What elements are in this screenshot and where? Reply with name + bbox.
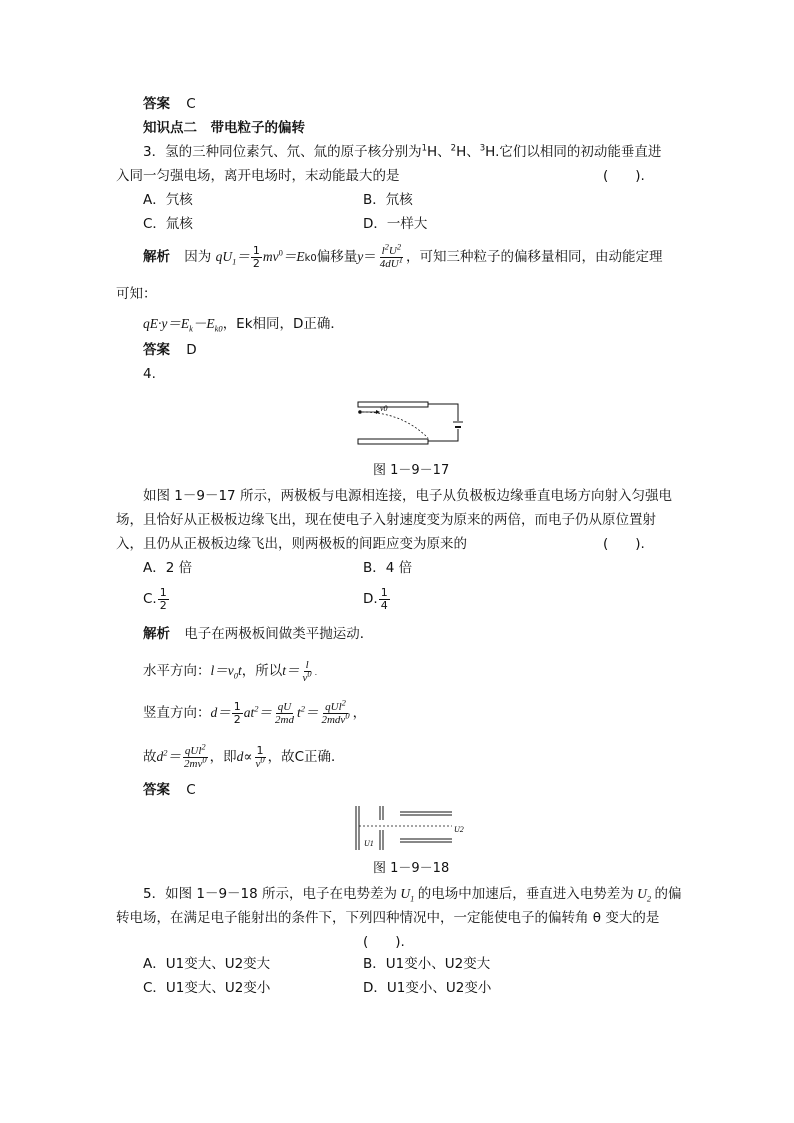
option-d-label: D.	[363, 591, 378, 607]
symbol-u1: $U_1$	[397, 886, 415, 904]
figure-caption-1-9-17: 图 1－9－17	[373, 463, 450, 478]
vertical-prefix: 竖直方向：	[143, 705, 211, 721]
q3-stem-text: 3．氢的三种同位素氕、氘、氚的原子核分别为	[143, 144, 422, 160]
upper-plate	[358, 402, 428, 407]
q3-analysis-line2: 可知：	[116, 286, 157, 302]
q3-blank: ( ).	[603, 168, 645, 184]
q4-stem-line1: 如图 1－9－17 所示，两极板与电源相连接，电子从负极板边缘垂直电场方向射入匀强电	[143, 488, 672, 504]
q4-number: 4.	[143, 366, 156, 382]
analysis-text: 电子在两极板间做类平抛运动．	[184, 626, 374, 642]
iso2-sup: 2	[450, 143, 457, 154]
q4-stem-line2: 场，且恰好从正极板边缘飞出，现在使电子入射速度变为原来的两倍，而电子仍从原位置射	[116, 512, 656, 528]
circuit-wire	[428, 404, 458, 421]
formula-dot: .	[314, 668, 318, 677]
fraction-qul2: $\frac{qUl^2}{2mdv^0}$	[321, 696, 350, 726]
figure-caption-1-9-18: 图 1－9－18	[373, 861, 450, 876]
analysis-text: 因为	[184, 249, 212, 265]
sep: 、	[437, 144, 451, 160]
q4-option-b: B．4 倍	[363, 560, 413, 576]
electron	[358, 410, 362, 414]
answer-line-q2	[143, 95, 196, 113]
analysis-label: 解析	[143, 626, 170, 642]
answer-value: C	[186, 96, 196, 112]
q5-blank: ( ).	[363, 934, 405, 950]
q5-stem-line2: 转电场，在满足电子能射出的条件下，下列四种情况中，一定能使电子的偏转角 θ 变大的是	[116, 910, 660, 926]
velocity-label: v0	[380, 404, 388, 413]
horizontal-mid: ，所以	[241, 663, 283, 679]
iso2-element: H	[456, 144, 467, 160]
q3-analysis-line1: 解析 因为 $qU_1=$ $\frac{1}{2}$ $mv^0=Ek0$偏移量y＝ $\frac{l^2U^2}{4dU^1}$ ，可知三种粒子的偏移量相同，由动能定理	[143, 240, 663, 270]
q3-option-a: A．氕核	[143, 192, 193, 208]
formula-comma: ，	[352, 705, 367, 721]
q4-option-c	[143, 585, 170, 613]
formula-sup: 0	[278, 247, 283, 258]
circuit-wire-lower	[428, 429, 458, 441]
formula-sub-k0: k0	[304, 253, 317, 264]
analysis-label: 解析	[143, 249, 170, 265]
q3-option-c: C．氚核	[143, 216, 193, 232]
fraction-one-half: $\frac{1}{2}$	[159, 585, 167, 612]
formula-qu1: $qU_1=$	[215, 249, 250, 267]
q4-option-a: A．2 倍	[143, 560, 193, 576]
sep: 、	[466, 144, 480, 160]
formula-l: $l=v_0t$	[210, 663, 242, 681]
symbol-u2: $U_2$	[633, 886, 652, 904]
analysis-text-3: ，可知三种粒子的偏移量相同，由动能定理	[405, 249, 663, 265]
q4-blank: ( ).	[603, 536, 645, 552]
q4-analysis-line	[143, 625, 373, 643]
formula-ek0: ＝E	[282, 249, 305, 264]
horizontal-prefix: 水平方向：	[143, 663, 211, 679]
q4-vertical-eq	[143, 697, 366, 729]
q3-stem-text-b: .它们以相同的初动能垂直进	[495, 144, 662, 160]
q5-option-c: C．U1变大、U2变小	[143, 980, 271, 996]
answer-value: C	[186, 782, 196, 798]
formula-y: y	[357, 249, 364, 264]
trajectory	[362, 412, 428, 438]
analysis-line3-text: ，Ek相同，D正确．	[222, 316, 344, 332]
formula-t2: $t^2=$	[296, 703, 319, 720]
fraction-deflection: $\frac{l^2U^2}{4dU^1}$	[379, 240, 403, 270]
formula-prop: d∝	[236, 749, 253, 764]
conclusion-prefix: 故	[143, 749, 157, 765]
q5-stem-text-b: 的电场中加速后，垂直进入电势差为	[417, 886, 634, 902]
label-u2: U2	[454, 825, 464, 834]
answer-label: 答案	[143, 342, 170, 358]
q5-stem-text-a: 5．如图 1－9－18 所示，电子在电势差为	[143, 886, 398, 902]
label-u1: U1	[364, 839, 374, 848]
formula-at2: $at^2=$	[243, 703, 273, 720]
figure-1-9-17	[352, 384, 472, 452]
section-title: 知识点二 带电粒子的偏转	[143, 120, 305, 136]
formula-mv: mv	[262, 249, 279, 264]
fraction-half: $\frac{1}{2}$	[233, 699, 241, 726]
formula-energy: $qE\cdot y=E_k-E_{k0}$	[143, 316, 223, 334]
q5-stem-line1	[143, 885, 682, 903]
fraction-l-over-v: $\frac{l}{v^0}$	[302, 658, 312, 684]
iso1-sup: 1	[421, 143, 428, 154]
figure-1-9-18	[352, 804, 472, 856]
fraction-qu-2md: $\frac{qU}{2md}$	[275, 700, 294, 726]
fraction-one-quarter: $\frac{1}{4}$	[380, 585, 388, 612]
q4-stem-line3: 入，且仍从正极板边缘飞出，则两极板的间距应变为原来的	[116, 536, 467, 552]
q3-analysis-line3	[143, 315, 344, 333]
formula-d: d＝	[210, 705, 231, 720]
q5-stem-text-c: 的偏	[654, 886, 682, 902]
option-c-label: C.	[143, 591, 157, 607]
q4-conclusion	[143, 741, 345, 773]
answer-label: 答案	[143, 96, 170, 112]
fraction-d2: $\frac{qUl^2}{2mv^0}$	[184, 740, 207, 770]
q3-stem-line1	[143, 143, 661, 161]
q3-option-b: B．氘核	[363, 192, 413, 208]
q5-option-a: A．U1变大、U2变大	[143, 956, 271, 972]
q5-option-b: B．U1变小、U2变大	[363, 956, 491, 972]
answer-label: 答案	[143, 782, 170, 798]
q3-option-d: D．一样大	[363, 216, 428, 232]
q4-horizontal-eq	[143, 655, 317, 689]
conclusion-end: ，故C正确．	[267, 749, 345, 765]
q4-answer-line	[143, 781, 196, 799]
formula-d2: $d^2=$	[156, 747, 181, 764]
conclusion-mid: ，即	[209, 749, 237, 765]
iso1-element: H	[427, 144, 438, 160]
q5-option-d: D．U1变小、U2变小	[363, 980, 492, 996]
analysis-text-2: 偏移量	[316, 249, 358, 265]
fraction-half: $\frac{1}{2}$	[252, 243, 260, 270]
q3-stem-line2: 入同一匀强电场，离开电场时，末动能最大的是	[116, 168, 400, 184]
fraction-1-over-v: $\frac{1}{v^0}$	[255, 743, 265, 770]
lower-plate	[358, 439, 428, 444]
iso3-sup: 3	[479, 143, 486, 154]
formula-t: t＝	[282, 663, 300, 678]
q4-option-d	[363, 585, 391, 613]
iso3-element: H	[485, 144, 496, 160]
answer-value: D	[186, 342, 197, 358]
q3-answer-line	[143, 341, 197, 359]
